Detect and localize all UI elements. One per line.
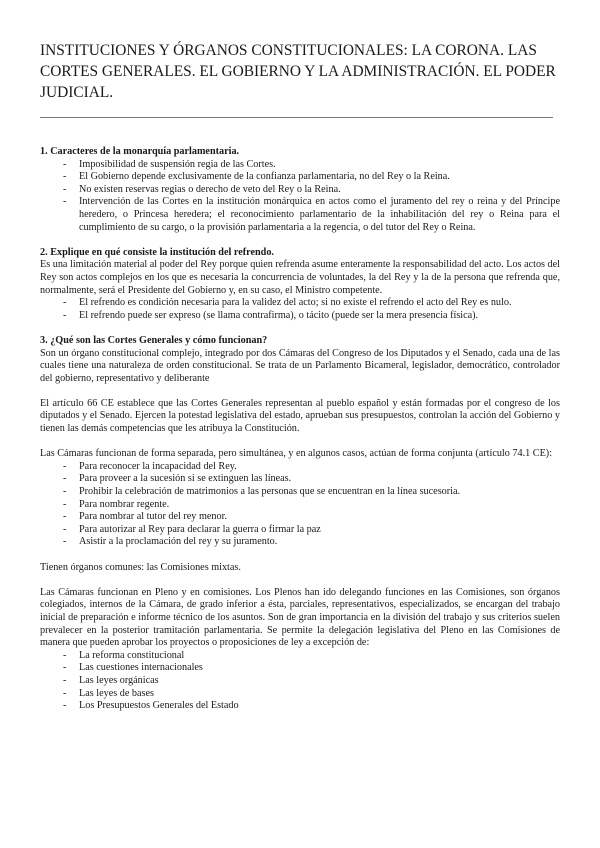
- section-refrendo: [40, 247, 560, 323]
- list-item: - Las leyes de bases: [63, 688, 560, 701]
- list-item: - Intervención de las Cortes en la institución monárquica en actos como el juramento del rey o reina y del Príncipe heredero, o Princesa heredera; el reconocimiento parlamentario de la inhabilitación del rey o Reina para el cumplimiento de su cargo, o la provisión parlamentaria a la regencia, o del tutor del Rey o Reina.: [63, 196, 560, 234]
- list-item: - La reforma constitucional: [63, 650, 560, 663]
- list-item: - Asistir a la proclamación del rey y su juramento.: [63, 536, 560, 549]
- list-item: - Prohibir la celebración de matrimonios a las personas que se encuentran en la línea sucesoria.: [63, 486, 560, 499]
- title-divider: [40, 117, 553, 118]
- paragraph: Las Cámaras funcionan de forma separada, pero simultánea, y en algunos casos, actúan de forma conjunta (artículo 74.1 CE):: [40, 448, 553, 460]
- paragraph: Son un órgano constitucional complejo, integrado por dos Cámaras del Congreso de los Diputados y el Senado, cada una de las cuales tiene una naturaleza de orden constitucional. Se trata de un Parlamento Bicameral, legislador, democrático, controlador del gobierno, representativo y deliberante: [40, 347, 560, 384]
- list-item: - El refrendo puede ser expreso (se llama contrafirma), o tácito (puede ser la mera presencia física).: [63, 310, 560, 323]
- list-item: - Las leyes orgánicas: [63, 675, 560, 688]
- list-item: - Para proveer a la sucesión si se extinguen las líneas.: [63, 473, 560, 486]
- document-body: [40, 146, 560, 713]
- monarchy-list: [40, 159, 560, 235]
- section-cortes: [40, 335, 560, 713]
- delegation-exceptions-list: [40, 650, 560, 713]
- list-item: - Para reconocer la incapacidad del Rey.: [63, 461, 560, 474]
- paragraph: El artículo 66 CE establece que las Cortes Generales representan al pueblo español y están formadas por el congreso de los diputados y el Senado. Ejercen la potestad legislativa del estado, aprueban sus presupuestos, controlan la acción del Gobierno y tienen las demás competencias que les atribuya la Constitución.: [40, 397, 560, 435]
- list-item: - Para nombrar regente.: [63, 499, 560, 512]
- list-item: - El Gobierno depende exclusivamente de la confianza parlamentaria, no del Rey o la Reina.: [63, 171, 560, 184]
- paragraph: Las Cámaras funcionan en Pleno y en comisiones. Los Plenos han ido delegando funciones en las Comisiones, son órganos colegiados, internos de la Cámara, de grado inferior a ésta, parciales, representativos, especializados, se encargan del trabajo inicial de preparación e informe técnico de los asuntos. Son de gran importancia en la división del trabajo y sus criterios suelen prevalecer en la posterior tramitación parlamentaria. Se permite la delegación legislativa del Pleno en las Comisiones de manera que pueden aprobar los proyectos o proposiciones de ley a excepción de:: [40, 586, 560, 649]
- list-item: - Imposibilidad de suspensión regia de las Cortes.: [63, 159, 560, 172]
- paragraph: Tienen órganos comunes: las Comisiones mixtas.: [40, 561, 241, 573]
- section-heading: 2. Explique en qué consiste la institución del refrendo.: [40, 246, 274, 258]
- list-item: - Para autorizar al Rey para declarar la guerra o firmar la paz: [63, 524, 560, 537]
- list-item: - No existen reservas regias o derecho de veto del Rey o la Reina.: [63, 184, 560, 197]
- section-heading: 1. Caracteres de la monarquía parlamentaria.: [40, 146, 240, 157]
- refrendo-list: [40, 297, 560, 322]
- section-heading: 3. ¿Qué son las Cortes Generales y cómo funcionan?: [40, 334, 268, 346]
- paragraph: Es una limitación material al poder del Rey porque quien refrenda asume enteramente la responsabilidad del acto. Los actos del Rey son actos complejos en los que es necesaria la concurrencia de voluntades, la del Rey y la de la persona que refrenda que, normalmente, será el Presidente del Gobierno y, en su caso, el Ministro competente.: [40, 259, 560, 296]
- list-item: - Las cuestiones internacionales: [63, 662, 560, 675]
- section-monarchy: [40, 146, 560, 234]
- joint-functions-list: [40, 461, 560, 549]
- list-item: - Para nombrar al tutor del rey menor.: [63, 511, 560, 524]
- document-title: INSTITUCIONES Y ÓRGANOS CONSTITUCIONALES: LA CORONA. LAS CORTES GENERALES. EL GOBIERNO Y LA ADMINISTRACIÓN. EL PODER JUDICIAL.: [40, 42, 556, 101]
- list-item: - Los Presupuestos Generales del Estado: [63, 700, 560, 713]
- list-item: - El refrendo es condición necesaria para la validez del acto; si no existe el refrendo el acto del Rey es nulo.: [63, 297, 560, 310]
